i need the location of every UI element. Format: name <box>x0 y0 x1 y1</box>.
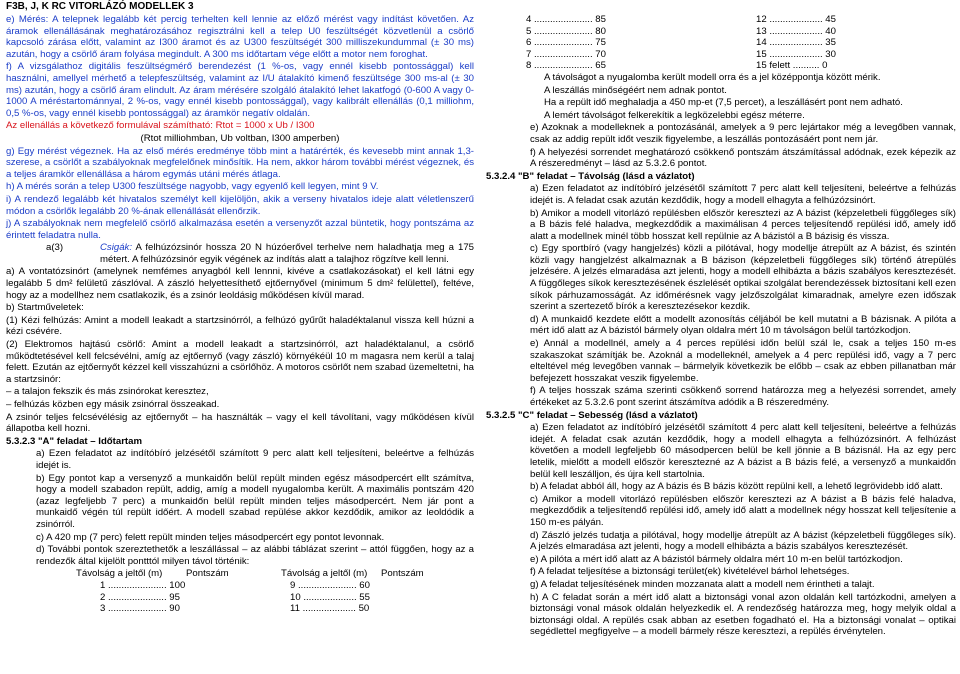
section-task-a-title: 5.3.2.3 "A" feladat – Időtartam <box>6 435 142 447</box>
note-1: A távolságot a nyugalomba került modell orra és a jel középpontja között mérik. <box>544 71 881 83</box>
table-header-cell: Távolság a jeltől (m) <box>281 568 368 580</box>
table-cell: 1 ...................... 100 <box>100 579 186 591</box>
task-b-item-a: a) Ezen feladatot az indítóbíró jelzésétől számított 7 perc alatt kell teljesíteni, beleértve a felhúzás idejét is. A feladat csak azután kezdődik, hogy a modell elhagyta a felhúzózsinórt. <box>530 183 956 206</box>
a3-item-b2: (2) Elektromos hajtású csörlő: Amint a modell leakadt a startzsinórról, azt haladéktalanul, a csörlő működtetésével kell felcsévélni, amíg az ejtőernyő (vagy zászló) környékéül 10 m magasra nem kerül a talaj felett. Ezután az ejtőernyőt kézzel kell visszahúzni a csörlőhöz. A motoros csörlőt nem szabad üzemeltetni, ha a startzsinór: <box>6 339 474 385</box>
section-a3-number: a(3) <box>46 242 64 254</box>
section-task-c-title: 5.3.2.5 "C" feladat – Sebesség (lásd a vázlatot) <box>486 409 698 421</box>
task-c-item-d: d) Zászló jelzés tudatja a pilótával, hogy modellje átrepült az A bázist (képzeletbeli függőleges sík). A jelzés elmaradása azt jelenti, hogy a modell elhibázta a bázis szabályos keresztezését. <box>530 529 956 553</box>
table-cell: 12 .................... 45 <box>756 14 836 25</box>
table-cell: 5 ...................... 80 <box>526 25 606 37</box>
task-c-item-b: b) A feladat abból áll, hogy az A bázis és B bázis között repülni kell, a lehető legrövidebb idő alatt. <box>530 481 943 493</box>
table-cell: 7 ...................... 70 <box>526 48 606 60</box>
task-a-item-b: b) Egy pontot kap a versenyző a munkaidőn belül repült minden egész másodpercért ellt számítva, hogy a modell szabadon repült, addig, amíg a modell nyugalomba került. A maximális pontszám 420 (azaz legfeljebb 7 perc) a munkaidőn belül repült minden teljes másodpercért. Nem jár pont a munkaidő végén túl repült időért. A modell szabad repülése akkor kezdődik, amikor az leoldódik a zsinórról. <box>36 472 474 530</box>
section-a3-text: A felhúzózsinór hossza 20 N húzóerővel terhelve nem haladhatja meg a 175 métert. A felhúzózsinór egyik végének az indítás alatt a talajhoz rögzítve kell lenni. <box>100 242 474 265</box>
section-a3 <box>6 242 474 265</box>
task-a-item-f: f) A helyezési sorrendet meghatározó csökkenő pontszám átszámítással adódnak, ezek képezik az A részeredményt – lásd az 5.3.2.6 pontot. <box>530 146 956 170</box>
a3-item-b1: (1) Kézi felhúzás: Amint a modell leakadt a startzsinórról, a felhúzó gyűrűt haladéktalanul vissza kell húzni a kézi csévére. <box>6 314 474 338</box>
table-cell: 13 .................... 40 <box>756 25 836 37</box>
a3-item-a: a) A vontatózsinórt (amelynek nemfémes anyagból kell lennni, kivéve a csatlakozásokat) el kell látni egy legalább 5 dm² felületű zászlóval. A zászló helyettesíthető ejtőernyővel (minimum 5 dm² felülettel), feltéve, hogy az a modellhez nem csatlakozik, és a zsinór leoldásig működésen kívül marad. <box>6 266 474 301</box>
table-cell: 9 ...................... 60 <box>290 579 370 591</box>
page-header: F3B, J, K RC VITORLÁZÓ MODELLEK 3 <box>6 1 194 12</box>
task-c-item-a: a) Ezen feladatot az indítóbíró jelzésétől számított 4 perc alatt kell teljesíteni, beleértve a felhúzás idejét. A feladat csak azután kezdődik, hogy a modell elhagyta a felhúzózsinórt. A felhúzást követően a modell legfeljebb 60 másodpercen belül be kell jönnie a B bázisnál. Ha az egy perc letelik, mielőtt a modell először keresztezné az A bázist a B bázis felé, a versenyző a munkaidőn belül kell leszálljon, és újra kell startolnia. <box>530 422 956 480</box>
task-a-item-a: a) Ezen feladatot az indítóbíró jelzésétől számított 9 perc alatt kell teljesíteni, beleértve a felhúzás idejét is. <box>36 448 474 471</box>
a3-item-b: b) Startműveletek: <box>6 302 84 314</box>
formula-units: (Rtot milliohmban, Ub voltban, I300 amperben) <box>140 132 340 144</box>
para-e: e) Mérés: A telepnek legalább két percig terhelten kell lennie az előző mérést vagy indítást követően. Az áramok ellenállásának meghatározásához regisztrálni kell a telep U0 feszültségét közvetlenül a csörlő kapcsoló zárása előtt, valamint az I300 áramot és az U300 feszültségét 300 milliszekundummal (± 30 ms) azután, hogy a csörlő áram folyása megindult. A 300 ms időtartam vége előtt a motor nem foroghat. <box>6 14 474 60</box>
note-2: A leszállás minőségéért nem adnak pontot. <box>544 84 727 96</box>
right-column <box>486 14 956 639</box>
section-task-b-title: 5.3.2.4 "B" feladat – Távolság (lásd a vázlatot) <box>486 170 695 182</box>
task-c-item-c: c) Amikor a modell vitorlázó repülésben először keresztezi az A bázist a B bázis felé haladva, megkezdődik a teljesítendő repülési idő, amely idő alatt a modellnek négy hosszat kell teljesítenie a 150 m-es pályán. <box>530 493 956 528</box>
task-a-item-d: d) További pontok szereztethetők a leszállással – az alábbi táblázat szerint – attól függően, hogy az a rendezők által kijelölt pontttól milyen távol történik: <box>36 544 474 567</box>
a3-item-b2-dash1: – a talajon fekszik és más zsinórokat keresztez, <box>6 386 209 398</box>
para-j: j) A szabályoknak nem megfelelő csörlő alkalmazása esetén a versenyzőt azzal büntetik, hogy pontszáma az érintett feladatra nulla. <box>6 218 474 241</box>
para-f: f) A vizsgálathoz digitális feszültségmérő berendezést (1 %-os, vagy ennél kisebb pontossággal) kell használni, amellyel mérhető a telepfeszültség, valamint az I/U átalakító kimenő feszültsége 300 ms-al (± 30 ms) azután, hogy a csörlő áram elindult. Az áram mérésére szolgáló átalakító lehet lakatfogó (0-600 A vagy 0-1000 A méréstartománnyal, 2 %-os, vagy ennél kisebb pontossággal), vagy kalibrált ellenállás (0,1 milliohm, 0,5 %-os, vagy ennél kisebb pontossággal) az áramkör negatív oldalán. <box>6 61 474 119</box>
a3-item-b2-note: A zsinór teljes felcsévélésig az ejtőernyőt – ha használták – vagy el kell távolítani, vagy működésen kívül állapotba kell hozni. <box>6 411 474 435</box>
para-h: h) A mérés során a telep U300 feszültsége nagyobb, vagy egyenlő kell legyen, mint 9 V. <box>6 181 379 193</box>
table-cell: 2 ...................... 95 <box>100 591 180 603</box>
table-cell: 15 .................... 30 <box>756 48 836 60</box>
task-b-item-f: f) A teljes hosszak száma szerinti csökkenő sorrend határozza meg a helyezési sorrendet, amely értékeket az 5.3.2.6 pont szerint átszámítva adódik a B részeredmény. <box>530 385 956 408</box>
landing-table-left <box>100 580 474 615</box>
para-i: i) A rendező legalább két hivatalos személyt kell kijelöljön, akik a verseny hivatalos ideje alatt véletlenszerű módon a csörlők legalább 20 %-ának ellenállását ellenőrzik. <box>6 193 474 217</box>
table-header-cell: Pontszám <box>186 568 229 580</box>
task-c-item-e: e) A pilóta a mért idő alatt az A bázistól bármely oldalra mért 10 m-en belül tartózkodjon. <box>530 553 903 565</box>
left-column <box>6 14 474 615</box>
note-4: A lemért távolságot felkerekítik a legközelebbi egész méterre. <box>544 109 805 121</box>
table-cell: 15 felett .......... 0 <box>756 60 828 72</box>
table-cell: 11 .................... 50 <box>290 603 370 615</box>
task-b-item-e: e) Annál a modellnél, amely a 4 perces repülési időn belül szál le, csak a teljes 150 m-es szakaszokat számítják be. Azoknál a modelleknél, amelyek a 4 perc repülési idő, vagy a 7 perc elteltével még levegőben vannak – bármelyik következik be előbb – csak az ebben pillanatban már befejezett hosszakat veszik figyelembe. <box>530 338 956 384</box>
landing-table-header <box>76 568 474 580</box>
task-b-item-b: b) Amikor a modell vitorlázó repülésben először keresztezi az A bázist (képzeletbeli függőleges sík) a B bázis felé haladva, megkezdődik a maximálisan 4 perces teljesítendő repülési idő, amely idő alatt a modellnek minél több hosszat kell repülnie az A bázistól a B bázisig és vissza. <box>530 207 956 242</box>
table-cell: 14 .................... 35 <box>756 37 836 49</box>
formula-line: Az ellenállás a következő formulával számítható: Rtot = 1000 x Ub / I300 <box>6 120 315 132</box>
task-c-item-f: f) A feladat teljesítése a biztonsági terület(ek) kivételével bárhol lehetséges. <box>530 566 850 578</box>
note-3: Ha a repült idő meghaladja a 450 mp-et (7,5 percet), a leszállásért pont nem adható. <box>544 97 903 109</box>
section-a3-title: Csigák: <box>100 242 132 254</box>
a3-item-b2-dash2: – felhúzás közben egy másik zsinórral összeakad. <box>6 399 220 410</box>
task-a-item-c: c) A 420 mp (7 perc) felett repült minden teljes másodpercért egy pontot levonnak. <box>36 531 385 543</box>
table-cell: 3 ...................... 90 <box>100 603 180 615</box>
task-b-item-c: c) Egy sportbíró (vagy hangjelzés) közli a pilótával, hogy modellje átrepült az A bázist, és szintén közli vagy hangjelzést alkalmaznak a B bázison (képzeletbeli függőleges sík) történő átrepülés jelzésére. A jelzés elmaradása azt jelenti, hogy a modell elhibázta a bázis szabályos keresztezését. A függőleges síkok keresztezésének észlelését optikai szolgálat berendezéssek biztosítani kell ezen síkok párhuzamosságát. Az időmérésnek vagy jelzőszolgálat kimaradnak, amelyre ezen időszak szerint a szertezető bírók a keresztezésekor kezdik. <box>530 243 956 313</box>
task-b-item-d: d) A munkaidő kezdete előtt a modellt azonosítás céljából be kell mutatni a B bázisnak. A pilóta a mért idő alatt az A bázistól bármely olyan oldalra mért 10 m távolságon belül tartózkodjon. <box>530 313 956 337</box>
table-header-cell: Távolság a jeltől (m) <box>76 568 163 580</box>
table-cell: 10 .................... 55 <box>290 591 370 603</box>
task-a-item-e: e) Azoknak a modelleknek a pontozásánál, amelyek a 9 perc lejártakor még a levegőben vannak, csak az addig repült időt veszik figyelembe, a leszállás pontozásáért pont nem jár. <box>530 122 956 145</box>
landing-table-right <box>526 14 956 72</box>
table-header-cell: Pontszám <box>381 568 424 580</box>
table-cell: 8 ...................... 65 <box>526 60 606 72</box>
table-cell: 4 ...................... 85 <box>526 14 606 25</box>
task-c-item-g: g) A feladat teljesítésének minden mozzanata alatt a modell nem érintheti a talajt. <box>530 578 875 590</box>
para-g: g) Egy mérést végeznek. Ha az első mérés eredménye több mint a határérték, és kevesebb mint annak 1,3-szerese, a csörlőt a szabályoknak megfelelőnek minősítik. Ha nem, akkor három további mérést végeznek, és a teljes áramkör ellenállása a három egymás utáni mérés átlaga. <box>6 145 474 180</box>
task-c-item-h: h) A C feladat során a mért idő alatt a biztonsági vonal azon oldalán kell tartózkodni, amelyen a biztonsági vonal mások oldalán helyezkedik el. A rendezőség határozza meg, hogy melyik oldal a biztonsági oldal. A repülés csak abban az esetben fogadható el. Ha a biztonsági vonalat – optikai segédlettel megfigyelve – a modell bármely része keresztezi, a repülés érvénytelen. <box>530 591 956 638</box>
table-cell: 6 ...................... 75 <box>526 37 606 49</box>
